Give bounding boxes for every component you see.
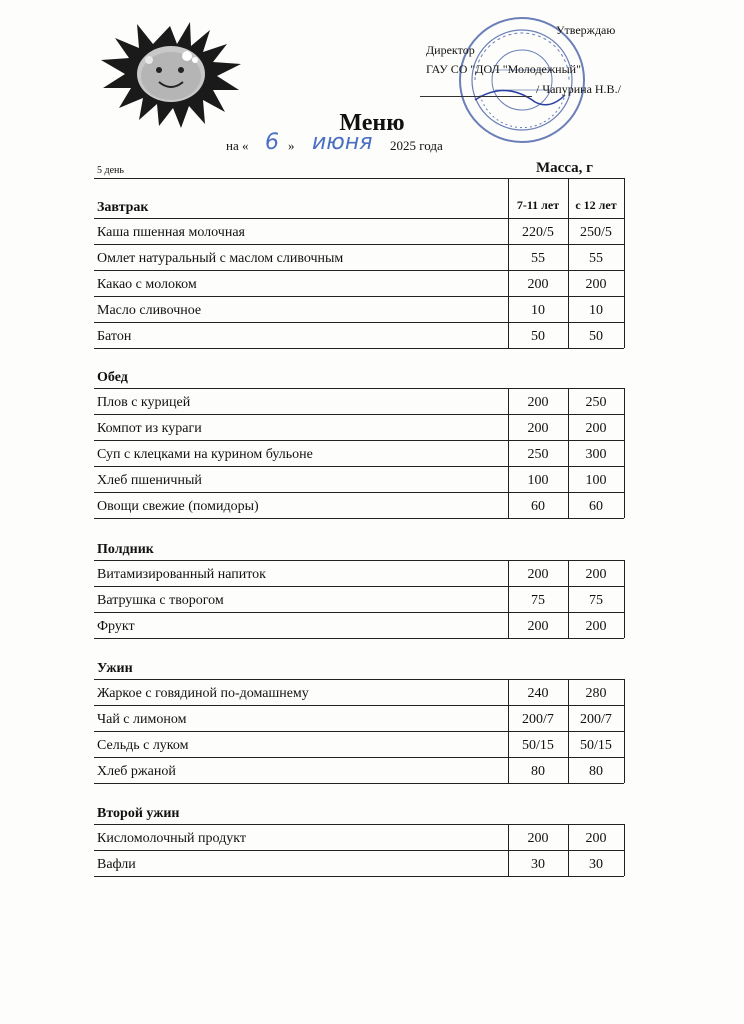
menu-row	[94, 731, 624, 757]
mass-12: 250/5	[580, 225, 612, 240]
mass-12: 100	[585, 473, 607, 488]
mass-12: 50	[589, 329, 603, 344]
menu-row	[94, 218, 624, 244]
menu-row	[94, 466, 624, 492]
director-signature-name: / Чапурина Н.В./	[536, 82, 621, 96]
mass-7-11: 55	[531, 251, 545, 266]
mass-12: 55	[589, 251, 603, 266]
mass-12: 300	[585, 447, 607, 462]
approve-label: Утверждаю	[556, 23, 616, 37]
menu-row	[94, 679, 624, 705]
row-rule	[94, 638, 624, 639]
signature-line	[420, 96, 532, 97]
dish-name: Суп с клецками на курином бульоне	[97, 447, 313, 462]
menu-row	[94, 560, 624, 586]
mass-12: 30	[589, 857, 603, 872]
dish-name: Ватрушка с творогом	[97, 593, 224, 608]
row-rule	[94, 783, 624, 784]
menu-row	[94, 322, 624, 348]
dish-name: Омлет натуральный с маслом сливочным	[97, 251, 344, 266]
mass-7-11: 200	[527, 421, 549, 436]
mass-7-11: 60	[531, 499, 545, 514]
mass-7-11: 80	[531, 764, 545, 779]
day-label: 5 день	[97, 165, 124, 176]
dish-name: Вафли	[97, 857, 136, 872]
mass-12: 75	[589, 593, 603, 608]
menu-row	[94, 586, 624, 612]
menu-row	[94, 270, 624, 296]
mass-7-11: 200	[527, 831, 549, 846]
dish-name: Овощи свежие (помидоры)	[97, 499, 259, 514]
dish-name: Хлеб ржаной	[97, 764, 176, 779]
column-header-12: с 12 лет	[575, 198, 617, 212]
menu-row	[94, 244, 624, 270]
date-close-quote: »	[288, 138, 295, 153]
dish-name: Каша пшенная молочная	[97, 225, 245, 240]
mass-7-11: 200	[527, 277, 549, 292]
mass-header: Масса, г	[536, 160, 593, 176]
section-heading: Второй ужин	[97, 806, 180, 821]
menu-row	[94, 440, 624, 466]
mass-12: 60	[589, 499, 603, 514]
mass-7-11: 75	[531, 593, 545, 608]
dish-name: Кисломолочный продукт	[97, 831, 246, 846]
table-top-rule	[94, 178, 624, 179]
menu-row	[94, 705, 624, 731]
dish-name: Витамизированный напиток	[97, 567, 266, 582]
column-header-7-11: 7-11 лет	[516, 198, 560, 212]
mass-7-11: 50/15	[522, 738, 554, 753]
mass-12: 10	[589, 303, 603, 318]
column-divider	[624, 560, 625, 638]
section-heading: Ужин	[97, 661, 133, 676]
section-heading: Обед	[97, 370, 128, 385]
dish-name: Сельдь с луком	[97, 738, 189, 753]
dish-name: Жаркое с говядиной по-домашнему	[97, 686, 309, 701]
menu-row	[94, 612, 624, 638]
dish-name: Батон	[97, 329, 132, 344]
mass-7-11: 100	[527, 473, 549, 488]
mass-7-11: 10	[531, 303, 545, 318]
director-label: Директор	[426, 43, 475, 57]
mass-12: 200	[585, 831, 607, 846]
page-title: Меню	[339, 110, 405, 136]
organization-name: ГАУ СО "ДОЛ "Молодежный"	[426, 62, 581, 76]
mass-7-11: 250	[527, 447, 549, 462]
mass-12: 80	[589, 764, 603, 779]
dish-name: Компот из кураги	[97, 421, 202, 436]
dish-name: Чай с лимоном	[97, 712, 187, 727]
menu-row	[94, 414, 624, 440]
mass-7-11: 200	[527, 619, 549, 634]
date-month: июня	[312, 130, 373, 155]
date-day: 6	[265, 130, 279, 155]
mass-7-11: 240	[527, 686, 549, 701]
column-divider	[624, 679, 625, 783]
menu-row	[94, 757, 624, 783]
column-divider	[624, 824, 625, 876]
menu-row	[94, 388, 624, 414]
mass-12: 50/15	[580, 738, 612, 753]
column-divider	[624, 388, 625, 518]
mass-7-11: 220/5	[522, 225, 554, 240]
date-year: 2025 года	[390, 138, 443, 153]
menu-row	[94, 850, 624, 876]
dish-name: Хлеб пшеничный	[97, 473, 202, 488]
mass-12: 250	[585, 395, 607, 410]
mass-12: 280	[585, 686, 607, 701]
section-heading: Завтрак	[97, 200, 149, 215]
column-divider	[624, 178, 625, 348]
dish-name: Фрукт	[97, 619, 135, 634]
mass-12: 200	[585, 421, 607, 436]
menu-row	[94, 296, 624, 322]
row-rule	[94, 518, 624, 519]
mass-7-11: 50	[531, 329, 545, 344]
row-rule	[94, 876, 624, 877]
date-prefix: на «	[226, 138, 249, 153]
mass-7-11: 200	[527, 395, 549, 410]
mass-12: 200	[585, 619, 607, 634]
mass-12: 200	[585, 277, 607, 292]
row-rule	[94, 348, 624, 349]
menu-row	[94, 492, 624, 518]
menu-row	[94, 824, 624, 850]
mass-12: 200	[585, 567, 607, 582]
mass-7-11: 200/7	[522, 712, 554, 727]
dish-name: Масло сливочное	[97, 303, 202, 318]
section-heading: Полдник	[97, 542, 154, 557]
dish-name: Какао с молоком	[97, 277, 197, 292]
mass-7-11: 200	[527, 567, 549, 582]
mass-12: 200/7	[580, 712, 612, 727]
dish-name: Плов с курицей	[97, 395, 191, 410]
mass-7-11: 30	[531, 857, 545, 872]
